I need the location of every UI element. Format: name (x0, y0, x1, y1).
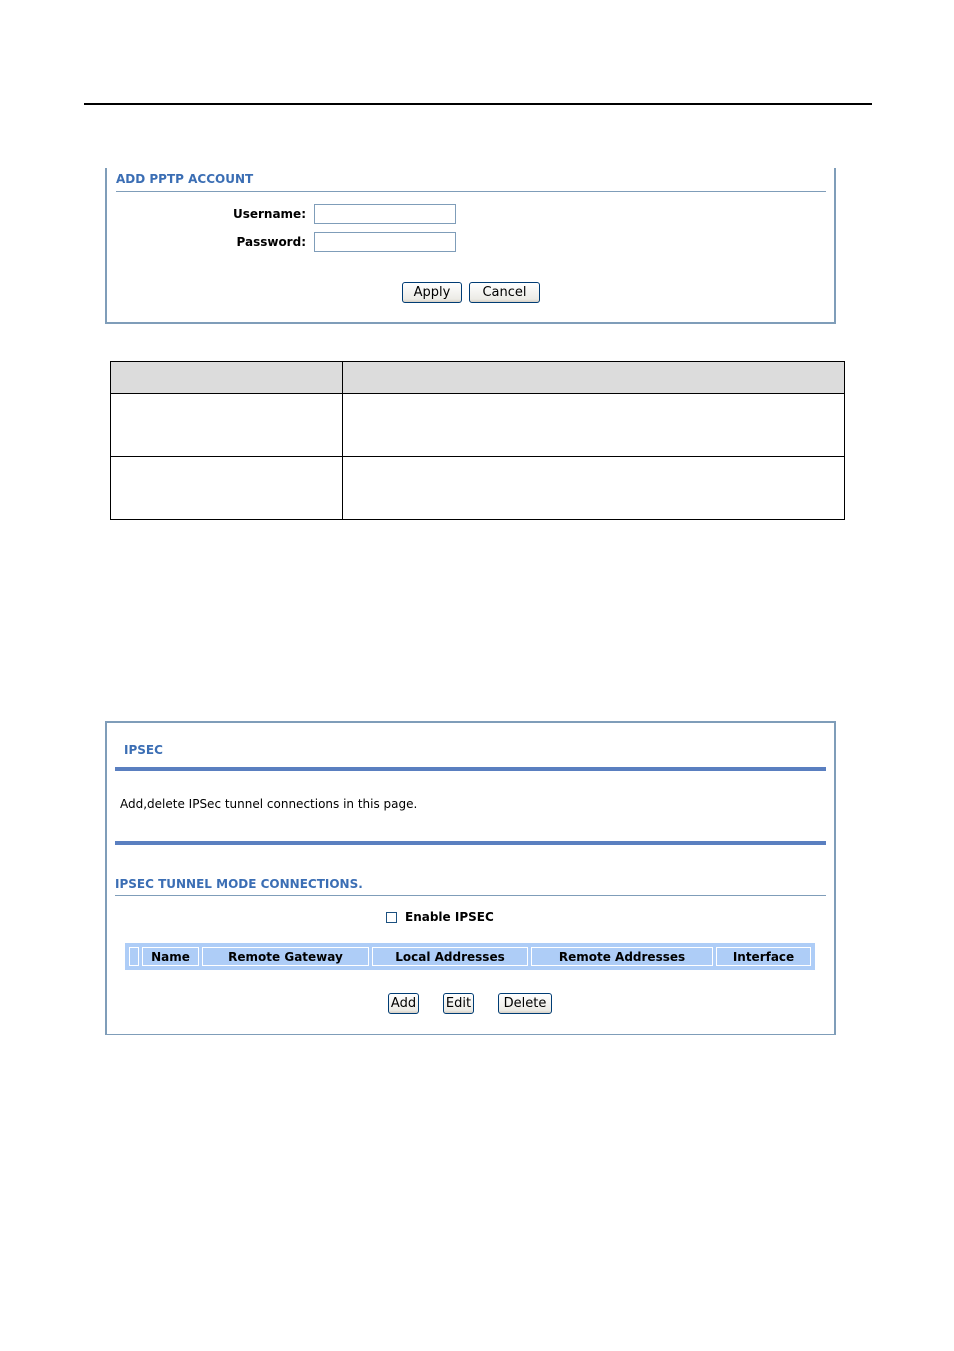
column-header-remote-addresses: Remote Addresses (531, 947, 713, 966)
username-input[interactable] (314, 204, 456, 224)
pptp-title-rule (116, 191, 826, 192)
ipsec-section-rule (115, 895, 826, 896)
ipsec-description: Add,delete IPSec tunnel connections in this page. (120, 797, 418, 811)
ipsec-panel (105, 721, 836, 1035)
ipsec-title-rule (115, 767, 826, 771)
ipsec-connections-table (125, 943, 815, 970)
table-header-cell (343, 362, 845, 394)
column-header-select (129, 947, 139, 966)
username-label: Username: (232, 207, 306, 221)
table-row (111, 394, 845, 457)
ipsec-panel-title: IPSEC (124, 743, 163, 757)
ipsec-tunnel-section-title: IPSEC TUNNEL MODE CONNECTIONS. (115, 877, 363, 891)
enable-ipsec-checkbox[interactable] (386, 912, 397, 923)
pptp-panel-title: ADD PPTP ACCOUNT (116, 172, 254, 186)
table-header-row (129, 947, 811, 966)
column-header-name: Name (142, 947, 199, 966)
table-cell (111, 457, 343, 520)
table-cell (111, 394, 343, 457)
column-header-remote-gateway: Remote Gateway (202, 947, 369, 966)
cancel-button[interactable]: Cancel (469, 282, 540, 303)
enable-ipsec-row[interactable] (386, 910, 494, 924)
page-header-rule (84, 103, 872, 105)
column-header-interface: Interface (716, 947, 811, 966)
password-label: Password: (236, 235, 306, 249)
table-header-cell (111, 362, 343, 394)
enable-ipsec-label: Enable IPSEC (405, 910, 494, 924)
add-button[interactable]: Add (388, 993, 419, 1014)
password-input[interactable] (314, 232, 456, 252)
field-description-table (110, 361, 845, 520)
edit-button[interactable]: Edit (443, 993, 474, 1014)
apply-button[interactable]: Apply (402, 282, 462, 303)
delete-button[interactable]: Delete (498, 993, 552, 1014)
ipsec-description-rule (115, 841, 826, 845)
table-cell (343, 457, 845, 520)
table-row (111, 457, 845, 520)
column-header-local-addresses: Local Addresses (372, 947, 528, 966)
table-cell (343, 394, 845, 457)
add-pptp-account-panel (105, 168, 836, 324)
table-header-row (111, 362, 845, 394)
